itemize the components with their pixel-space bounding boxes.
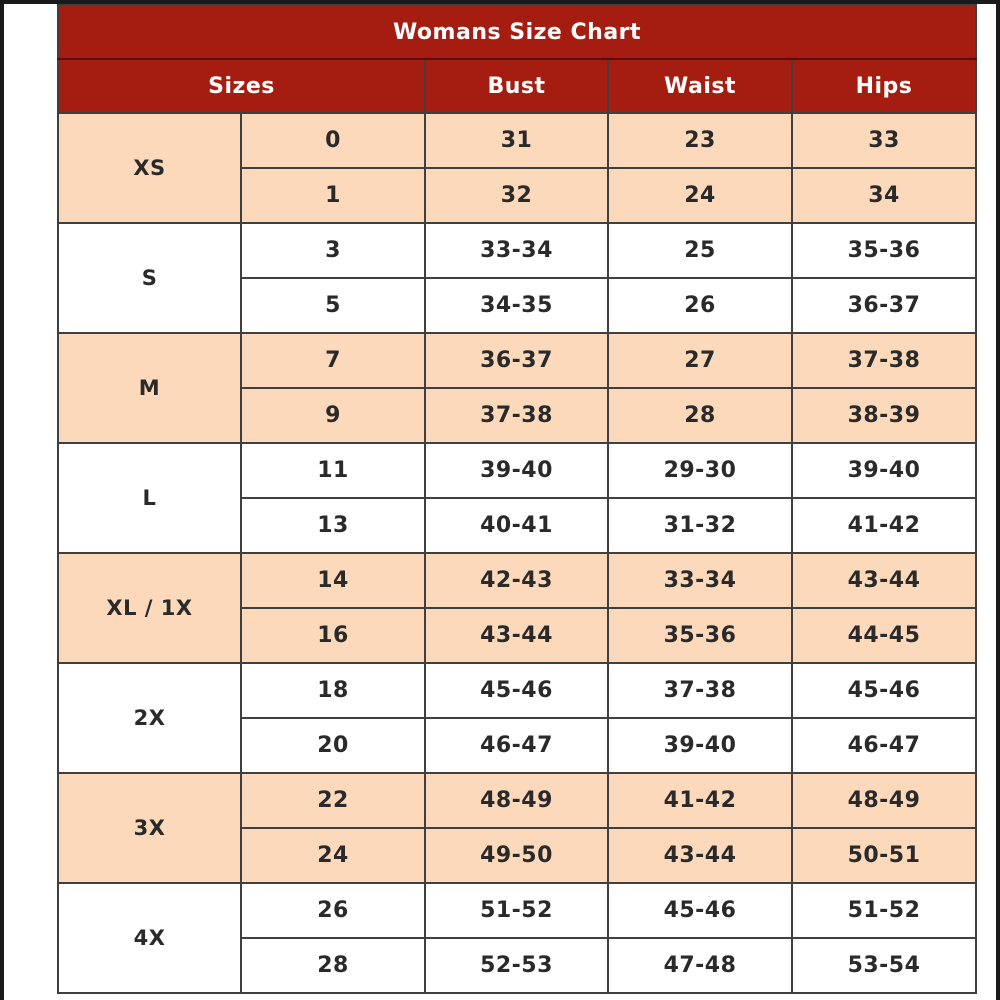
waist-cell: 23 (608, 113, 792, 168)
size-group-label: 3X (58, 773, 241, 883)
header-waist: Waist (608, 59, 792, 113)
bust-cell: 51-52 (425, 883, 608, 938)
size-number-cell: 14 (241, 553, 425, 608)
header-hips: Hips (792, 59, 976, 113)
waist-cell: 45-46 (608, 883, 792, 938)
header-sizes: Sizes (58, 59, 425, 113)
bust-cell: 46-47 (425, 718, 608, 773)
waist-cell: 43-44 (608, 828, 792, 883)
hips-cell: 51-52 (792, 883, 976, 938)
table-row (58, 443, 976, 498)
size-group-label: M (58, 333, 241, 443)
table-row (58, 663, 976, 718)
hips-cell: 50-51 (792, 828, 976, 883)
size-group-label: 4X (58, 883, 241, 993)
size-number-cell: 9 (241, 388, 425, 443)
waist-cell: 25 (608, 223, 792, 278)
size-chart-table (57, 4, 977, 994)
size-number-cell: 0 (241, 113, 425, 168)
size-group-label: S (58, 223, 241, 333)
title-row (58, 5, 976, 59)
waist-cell: 33-34 (608, 553, 792, 608)
bust-cell: 32 (425, 168, 608, 223)
hips-cell: 34 (792, 168, 976, 223)
bust-cell: 49-50 (425, 828, 608, 883)
hips-cell: 48-49 (792, 773, 976, 828)
table-row (58, 883, 976, 938)
chart-title: Womans Size Chart (58, 5, 976, 59)
hips-cell: 45-46 (792, 663, 976, 718)
hips-cell: 38-39 (792, 388, 976, 443)
size-group-label: XL / 1X (58, 553, 241, 663)
bust-cell: 45-46 (425, 663, 608, 718)
hips-cell: 39-40 (792, 443, 976, 498)
size-number-cell: 18 (241, 663, 425, 718)
size-number-cell: 28 (241, 938, 425, 993)
bust-cell: 34-35 (425, 278, 608, 333)
waist-cell: 47-48 (608, 938, 792, 993)
size-number-cell: 11 (241, 443, 425, 498)
header-row (58, 59, 976, 113)
bust-cell: 33-34 (425, 223, 608, 278)
hips-cell: 53-54 (792, 938, 976, 993)
size-number-cell: 13 (241, 498, 425, 553)
waist-cell: 27 (608, 333, 792, 388)
table-row (58, 223, 976, 278)
size-group-label: L (58, 443, 241, 553)
hips-cell: 41-42 (792, 498, 976, 553)
size-group-label: XS (58, 113, 241, 223)
table-row (58, 113, 976, 168)
size-number-cell: 20 (241, 718, 425, 773)
bust-cell: 43-44 (425, 608, 608, 663)
hips-cell: 35-36 (792, 223, 976, 278)
bust-cell: 40-41 (425, 498, 608, 553)
bust-cell: 37-38 (425, 388, 608, 443)
size-number-cell: 16 (241, 608, 425, 663)
bust-cell: 36-37 (425, 333, 608, 388)
waist-cell: 26 (608, 278, 792, 333)
size-table-body (58, 113, 976, 993)
bust-cell: 42-43 (425, 553, 608, 608)
size-number-cell: 26 (241, 883, 425, 938)
header-bust: Bust (425, 59, 608, 113)
waist-cell: 28 (608, 388, 792, 443)
hips-cell: 37-38 (792, 333, 976, 388)
hips-cell: 46-47 (792, 718, 976, 773)
size-number-cell: 24 (241, 828, 425, 883)
size-number-cell: 3 (241, 223, 425, 278)
hips-cell: 43-44 (792, 553, 976, 608)
waist-cell: 24 (608, 168, 792, 223)
table-row (58, 553, 976, 608)
hips-cell: 33 (792, 113, 976, 168)
size-number-cell: 22 (241, 773, 425, 828)
bust-cell: 39-40 (425, 443, 608, 498)
frame-border-left (0, 0, 4, 1000)
bust-cell: 52-53 (425, 938, 608, 993)
size-group-label: 2X (58, 663, 241, 773)
hips-cell: 44-45 (792, 608, 976, 663)
table-row (58, 333, 976, 388)
size-number-cell: 7 (241, 333, 425, 388)
size-number-cell: 5 (241, 278, 425, 333)
waist-cell: 37-38 (608, 663, 792, 718)
waist-cell: 41-42 (608, 773, 792, 828)
bust-cell: 31 (425, 113, 608, 168)
bust-cell: 48-49 (425, 773, 608, 828)
frame-border-right (996, 0, 1000, 1000)
table-row (58, 773, 976, 828)
waist-cell: 35-36 (608, 608, 792, 663)
hips-cell: 36-37 (792, 278, 976, 333)
waist-cell: 29-30 (608, 443, 792, 498)
waist-cell: 31-32 (608, 498, 792, 553)
size-number-cell: 1 (241, 168, 425, 223)
waist-cell: 39-40 (608, 718, 792, 773)
